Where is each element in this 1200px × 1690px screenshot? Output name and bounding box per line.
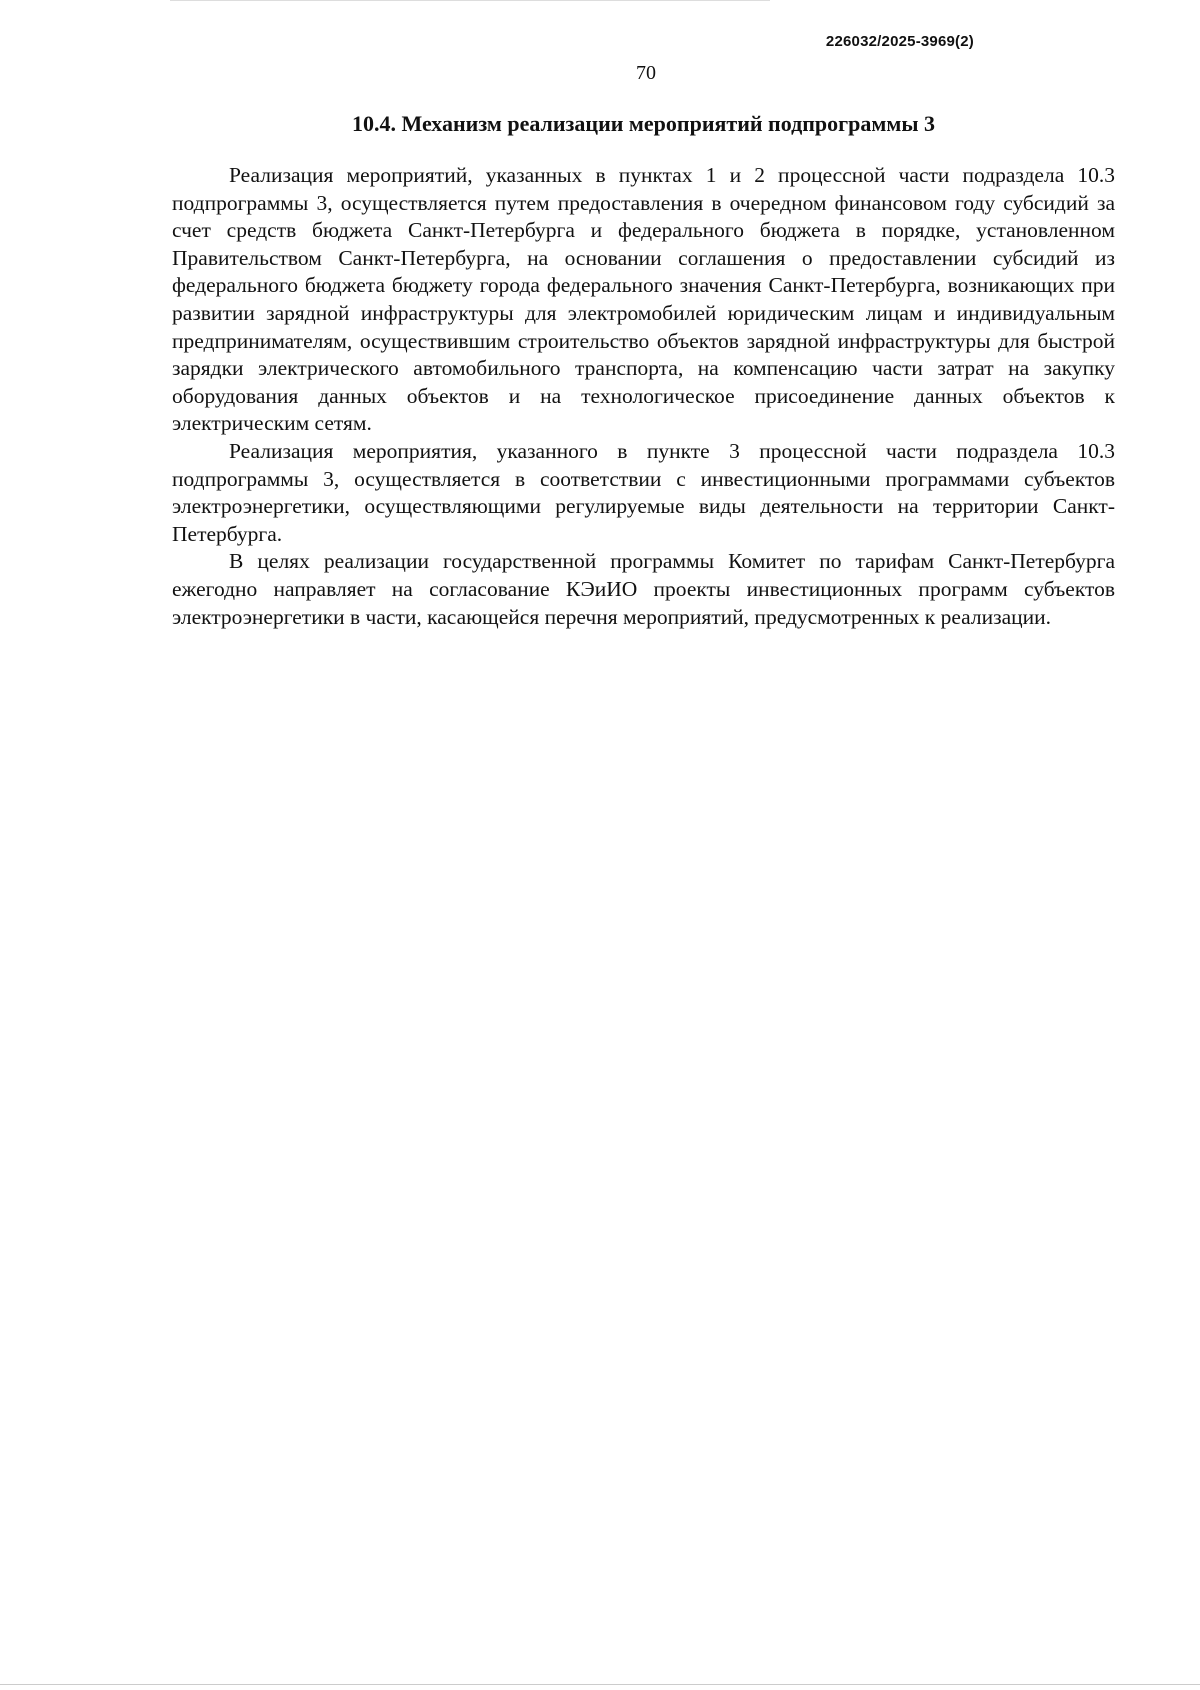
section-title: 10.4. Механизм реализации мероприятий подпрограммы 3 xyxy=(351,111,936,136)
paragraph-1: Реализация мероприятий, указанных в пунктах 1 и 2 процессной части подраздела 10.3 подпрограммы 3, осуществляется путем предоставления в очередном финансовом году субсидий за счет средств бюджета Санкт-Петербурга и федерального бюджета в порядке, установленном Правительством Санкт-Петербурга, на основании соглашения о предоставлении субсидий из федерального бюджета бюджету города федерального значения Санкт-Петербурга, возникающих при развитии зарядной инфраструктуры для электромобилей юридическим лицам и индивидуальным предпринимателям, осуществившим строительство объектов зарядной инфраструктуры для быстрой зарядки электрического автомобильного транспорта, на компенсацию части затрат на закупку оборудования данных объектов и на технологическое присоединение данных объектов к электрическим сетям. xyxy=(172,163,1115,436)
section-body xyxy=(172,162,1115,631)
page-number: 70 xyxy=(636,62,656,84)
paragraph-2: Реализация мероприятия, указанного в пункте 3 процессной части подраздела 10.3 подпрограммы 3, осуществляется в соответствии с инвестиционными программами субъектов электроэнергетики, осуществляющими регулируемые виды деятельности на территории Санкт-Петербурга. xyxy=(172,438,1115,546)
scan-edge-top xyxy=(170,0,770,1)
scan-edge-bottom xyxy=(0,1684,1200,1685)
paragraph-3: В целях реализации государственной программы Комитет по тарифам Санкт-Петербурга ежегодно направляет на согласование КЭиИО проекты инвестиционных программ субъектов электроэнергетики в части, касающейся перечня мероприятий, предусмотренных к реализации. xyxy=(172,549,1115,629)
document-registration-number: 226032/2025-3969(2) xyxy=(825,33,974,50)
